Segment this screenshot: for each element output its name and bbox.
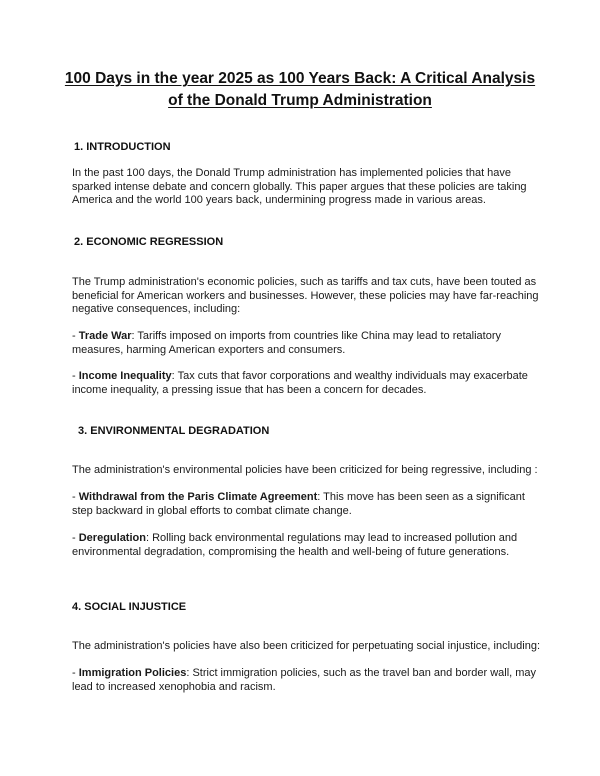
- list-item-term: Withdrawal from the Paris Climate Agreement: [78, 491, 318, 503]
- economic-paragraph: The Trump administration's economic policies, such as tariffs and tax cuts, have been touted as beneficial for American workers and businesses. However, these policies may have far-reaching negative consequences, including:: [72, 276, 539, 315]
- section-heading-introduction: 1. INTRODUCTION: [74, 141, 171, 153]
- list-item-prefix: -: [72, 491, 79, 503]
- list-item-prefix: -: [72, 370, 79, 382]
- list-item-paris-agreement: [72, 491, 542, 518]
- section-heading-environmental-degradation: 3. ENVIRONMENTAL DEGRADATION: [78, 425, 270, 437]
- list-item-term: Immigration Policies: [78, 667, 187, 679]
- list-item-immigration-policies: [72, 667, 542, 694]
- section-heading-social-injustice: 4. SOCIAL INJUSTICE: [72, 601, 187, 613]
- list-item-description: : Tax cuts that favor corporations and wealthy individuals may exacerbate income inequality, a pressing issue that has been a concern for decades.: [72, 370, 528, 396]
- list-item-term: Income Inequality: [78, 370, 172, 382]
- list-item-trade-war: [72, 330, 542, 357]
- document-title: 100 Days in the year 2025 as 100 Years Back: A Critical Analysis of the Donald Trump Administration: [64, 70, 536, 109]
- list-item-income-inequality: [72, 370, 542, 397]
- list-item-prefix: -: [72, 667, 79, 679]
- list-item-description: : This move has been seen as a significant step backward in global efforts to combat climate change.: [72, 491, 525, 517]
- list-item-term: Trade War: [78, 330, 132, 342]
- section-heading-economic-regression: 2. ECONOMIC REGRESSION: [74, 236, 224, 248]
- list-item-description: : Strict immigration policies, such as the travel ban and border wall, may lead to increased xenophobia and racism.: [72, 667, 537, 693]
- list-item-description: : Rolling back environmental regulations may lead to increased pollution and environmental degradation, compromising the health and well-being of future generations.: [72, 532, 518, 558]
- environment-paragraph: The administration's environmental policies have been criticized for being regressive, including :: [72, 464, 538, 476]
- list-item-prefix: -: [72, 330, 79, 342]
- list-item-prefix: -: [72, 532, 79, 544]
- social-paragraph: The administration's policies have also been criticized for perpetuating social injustice, including:: [72, 640, 541, 652]
- list-item-term: Deregulation: [78, 532, 146, 544]
- list-item-deregulation: [72, 532, 542, 559]
- list-item-description: : Tariffs imposed on imports from countries like China may lead to retaliatory measures, harming American exporters and consumers.: [72, 330, 501, 356]
- introduction-paragraph: In the past 100 days, the Donald Trump administration has implemented policies that have sparked intense debate and concern globally. This paper argues that these policies are taking America and the world 100 years back, undermining progress made in various areas.: [72, 167, 527, 206]
